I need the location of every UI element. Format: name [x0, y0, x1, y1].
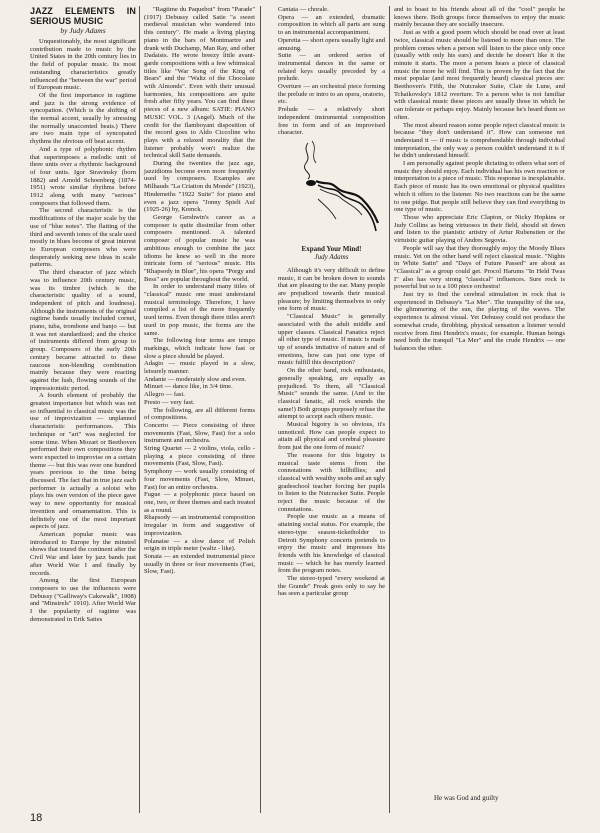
term-definition: Opera — an extended, dramatic composition in which all parts are sung to an instrumental accompaniment. [278, 13, 385, 37]
column-3 [278, 6, 385, 598]
column-1 [30, 6, 136, 623]
term-definition: Overture — an orchestral piece forming the prelude or intro to an opera, oratorio, etc. [278, 83, 385, 106]
paragraph: American popular music was introduced to Europe by the minstrel shows that toured the continent after the Civil War and later by jazz bands just after World War I and finally by records. [30, 531, 136, 577]
column-rule [260, 6, 261, 813]
paragraph: The third character of jazz which was to influence 20th century music, was its timbre (which is the characteristic quality of a sound, independent of pitch and loudness). Although the instruments of the original ragtime bands usually included cornet, piano, tuba, trombone and banjo — but it was not standardized; and the choice of instruments differed from group to group. Composers of the early 20th century became attracted to these raucous non-blending combination mainly because they were reacting against the lush, flowing sounds of the impressionistic period. [30, 269, 136, 392]
paragraph: Among the first European composers to use the influences were Debussy ("Galliway's Cakewalk", 1908) and "Minstrels" 1910). After World War I the popularity of ragtime was demonstrated in Erik Saties [30, 577, 136, 623]
page-number: 18 [30, 812, 43, 824]
paragraph: Although it's very difficult to define music, it can be broken down to sounds that are pleasing to the ear. Many people are prejudiced towards their musical pleasure; by limiting themselves to only one form of music. [278, 266, 385, 313]
term-definition: String Quartet — 2 violins, viola, cello - playing a piece consisting of three movements (Fast, Slow, Fast). [144, 445, 255, 468]
paragraph: Just try to find the cerebral stimulation in rock that is experienced in Debussy's "La Mer". The tranquility of the sea, the glimmering of the sun, the playing of the waves. The experience is almost visual. Yet Debussy could not produce the somewhat crude, throbbing, physical sensation a listener would receive from Jimi Hendrix's music, for example. Human beings need both the tranquil "La Mer" and the crude Hendrix — one balances the other. [394, 291, 565, 352]
column-4 [394, 6, 565, 353]
paragraph: And a type of polyphonic rhythm that superimposes a melodic unit of three units over a rhythmic background of four units. Igor Stravinsky (born 1882) and Arnold Schoenberg (1874-1951) wrote similar rhythms before 1912 along with many "serious" composers that followed them. [30, 145, 136, 207]
paragraph: and to boast to his friends about all of the "cool" people he knows there. Both groups force themselves to enjoy the music mainly because they are socially insecure. [394, 6, 565, 29]
paragraph: The following four terms are tempo markings, which indicate how fast or slow a piece should be played. [144, 337, 255, 360]
ink-illustration [278, 139, 385, 241]
column-rule [139, 6, 140, 813]
paragraph: Just as with a good poem which should be read over at least twice, classical music should be listened to more than once. The problem comes when a person will listen to the piece only once (usually with only his ears) and decide he doesn't like it the minute it starts. The more a person hears a piece of classical music the more he will find. This is proven by the fact that the most popular (and most frequently heard) classical pieces are: Beethoven's Fifth, the Nutcraker Suite, Clair de Lune, and Tchaikovsky's 1812 overture. To a person who is not familiar with classical music these pieces are usually those in which he can tolerate or perhaps enjoy. Mainly because he's heard them so often. [394, 29, 565, 121]
term-definition: Prelude — a relatively short independent instrumental composition free in form and of an improvised character. [278, 106, 385, 137]
paragraph: During the twenties the jazz age, jazzidioms become even more frequently used by composers. Examples are Milhauds "La Criation du Monde" (1923), Hindemeths "1922 Suite" for piano and even a jazz opera "Jonny Spielt Auf (1925-26) by, Krenck. [144, 160, 255, 214]
paragraph: People will say that they thoroughly enjoy the Moody Blues music. Yet on the other hand will reject classical music. "Nights in White Satin" and "Days of Future Passed" are about as "Classical" as a group could get. Procol Harums "In Held Twas I" also has very strong "classical" influences. Sure rock is powerful but so is a 100 piece orchestra! [394, 244, 565, 291]
column-rule [389, 6, 390, 813]
paragraph: George Gershwin's career as a composer is quite dissimilar from other composers mentioned. A talented composer of popular music he was ambitious enough to combine the jazz idioms he knew so well in the more intricate form of "serious" music. His "Rhapsody in Blue", his opera "Porgy and Bess" are popular throughout the world. [144, 213, 255, 283]
term-definition: Suite — an ordered series of instrumental dances in the same or related keys usually preceded by a prelude. [278, 52, 385, 83]
term-definition: Symphony — work usually consisting of four movements (Fast, Slow, Minuet, Fast) for an entire orchestra. [144, 468, 255, 491]
term-definition: Rhapsody — an instrumental composition irregular in form and suggestive of improvization. [144, 514, 255, 537]
term-definition: Adagio — music played in a slow, leisurely manner. [144, 360, 255, 376]
paragraph: On the other hand, rock enthusiasts, generally speaking, are equally as prejudiced. To them, all "Classical Music" sounds the same. (And to the classical fanatic, all rock sounds the same!) Both groups purposely refuse the attempt to accept each others music. [278, 367, 385, 421]
article-author: by Judy Adams [60, 26, 106, 35]
term-definition: Allegro — fast. [144, 391, 185, 399]
term-definition: Fugue — a polyphonic piece based on one, two, or three themes and each treated as a round. [144, 491, 255, 514]
wavy-line-illustration [278, 139, 385, 241]
paragraph: "Ragtime du Paquebot" from "Parade" (1917) Debussy called Satie "a sweet medieval musician who wandered into this century". He made a living playing piano in the bars of Montmartre and drank with Duchamp, Man Ray, and other Dadaists. He wrote breezy little avant-garde compositions with a few whimsical titles like "War Song of the King of Bears" and the "Waltz of the Chocolate with Almonds". Even with their unusual harmonies, his compositions are quite fresh after fifty years. You can find these pieces of a new album: SATIE: PIANO MUSIC VOL. 3 (Angel). Much of the credit for the flamboyant disposition of the record goes to Aldo Ciccoline who plays with a relaxed morality that the listener probably won't realize the technical skill Satie demands. [144, 6, 255, 160]
term-definition: Minuet — dance like, in 3/4 time. [144, 383, 233, 391]
column-2 [144, 6, 255, 576]
term-definition: Andante — moderately slow and even. [144, 375, 247, 383]
paragraph: The following, are all different forms of compositions. [144, 406, 255, 422]
term-definition: Concerto — Piece consisting of three movements (Fast, Slow, Fast) for a solo instrument and orchestra. [144, 421, 255, 445]
paragraph: People use music as a means of attaining social status. For example, the stereo-type season-ticketholder to Detroit Symphony concerts pretends to enjoy the music and impresses his friends with his knowledge of classical music — which he has merely learned from the program notes. [278, 513, 385, 575]
bottom-caption: He was God and guilty [434, 794, 499, 802]
term-definition: Polanaise — a slow dance of Polish origin in triple meter (waltz - like). [144, 537, 255, 553]
paragraph: The stereo-typed "every weekend at the Grande" Freak goes only to say he has seen a particular group [278, 575, 385, 598]
paragraph: Of the first importance in ragtime and jazz is the strong evidence of syncopation. (Which is the shifting of the normal accent, usually by stressing the normally unaccented beats.) There are two main type of syncopated rhythms the obvious off beat accent. [30, 91, 136, 146]
paragraph: The second characteristic is the modifications of the major scale by the use of "blue notes". The flatting of the third and seventh tones of the scale used mostly in blues become of great interest to European composers who were desperately seeking new ideas in scale patterns. [30, 207, 136, 269]
term-definition: Sonata — an extended instrumental piece usually in three or four movements (Fast, Slow, Fast). [144, 552, 255, 576]
paragraph: A fourth element of probably the greatest importance but which was not so influential to classical music was the use of improvization — unplanned characteristic performances. This technique or "art" was neglected for some time. When Mozart or Beethoven performed their own compositions they were expected to improvise on a certain theme — but this was over one hundred years previous to the time being discussed. The fact that in true jazz each performer is actually a soloist who plays his own version of the piece gave way to new opportunity for musical invention and ornamentation. This is definitely one of the most important aspects of jazz. [30, 392, 136, 531]
illustration-caption-title: Expand Your Mind! [301, 244, 362, 253]
term-definition: Presto — very fast. [144, 398, 195, 406]
paragraph: The most absurd reason some people reject classical music is because "they don't understand it". How can someone not understand it — if music is comprehendable through individual interpretation, the only way a person couldn't understand it is if he didn't understand himself. [394, 121, 565, 160]
paragraph: The reasons for this bigotry is musical taste stems from the connotations with hillbillies; and classical with wealthy snobs and an ugly gradeschool teacher forcing her pupils to listen to the Nutcracker Suite. People reject the music because of the connotations. [278, 451, 385, 513]
paragraph: Musical bigotry is so obvious, it's unnoticed. How can people expect to attain all physical and cerebral pleasure from just the one form of music? [278, 421, 385, 452]
illustration-caption-author: Judy Adams [314, 252, 349, 261]
paragraph: Those who appreciate Eric Clapton, or Nicky Hopkins or Judy Collins as being virtuosos in their field, should sit down and listen to the pianistic artistry of Artur Rubenstien or the virtuistic guitar playing of Andres Segovia. [394, 213, 565, 245]
paragraph: In order to understand many titles of "classical" music one must understand musical terminology. Therefore, I have compiled a list of the more frequently used terms. Even though there titles aren't used in pop music, the forms are the same. [144, 283, 255, 337]
term-definition: Operetta — short opera usually light and amusing. [278, 36, 385, 52]
paragraph: "Classical Music" is generally associated with the adult middle and upper classes. Classical Fanatics reject all other type of music. If music is made up of sounds imitative of nature and of emotions, how can just one type of music fulfill this description? [278, 313, 385, 367]
paragraph: Unquestionably, the most significant contribution made to music by the United States in the 20th century lies in the field of popular music. Its most outstanding characteristics greatly influenced the "between the war" period of European music. [30, 38, 136, 92]
article-title: JAZZ ELEMENTS IN SERIOUS MUSIC [30, 6, 136, 26]
term-definition: Cantata — chorale. [278, 6, 329, 13]
paragraph: I am personally against people dictating to others what sort of music they should enjoy. Each individual has his own reaction or interpretation to a piece of music. This response is inexplainable. Each piece of music has its own emotional or physical qualities which it offers to the listener. No two reactions can be the same to one pidge. But people still believe they can find everything in one type of music. [394, 160, 565, 214]
